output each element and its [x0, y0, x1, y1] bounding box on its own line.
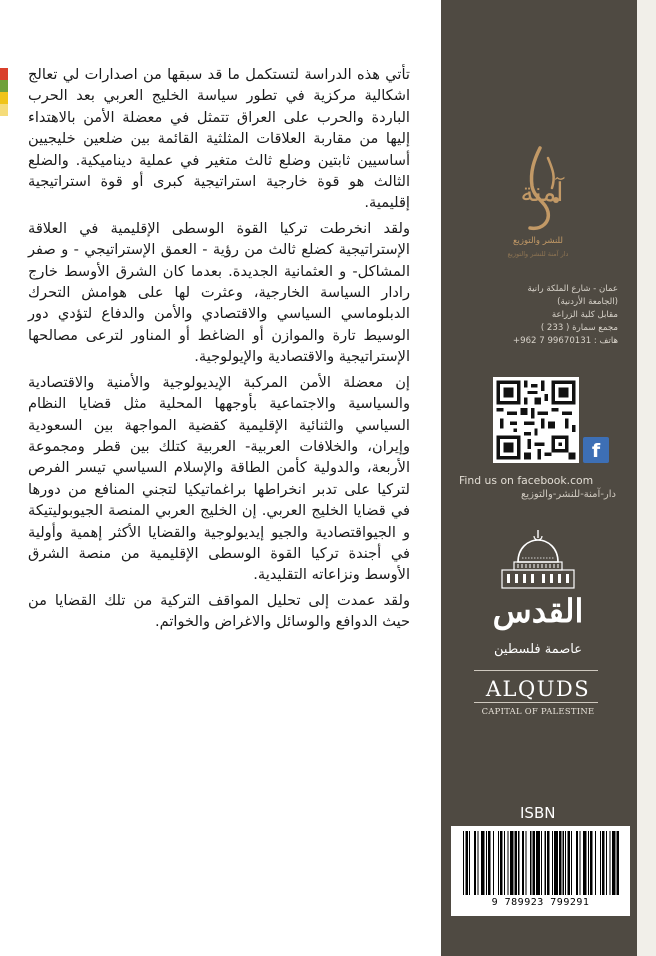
alquds-subtitle: CAPITAL OF PALESTINE [481, 706, 595, 716]
barcode-bar [518, 831, 519, 895]
blurb-paragraph: ولقد عمدت إلى تحليل المواقف التركية من تلك القضايا من حيث الدوافع والوسائل والاغراض والخواتم. [28, 591, 410, 631]
address-line: هاتف : 99670131 7 962+ [512, 336, 618, 346]
barcode-bar [486, 831, 487, 895]
divider [474, 702, 598, 703]
barcode-bar [498, 831, 499, 895]
publisher-logo-tagline: للنشر والتوزيع [513, 236, 563, 246]
barcode-bar [609, 831, 610, 895]
barcode-box [451, 826, 630, 916]
barcode-bar [465, 831, 467, 895]
color-swatch-pale-yellow [0, 104, 8, 116]
address-line: مجمع سمارة ( 233 ) [540, 323, 618, 333]
color-swatch-red [0, 68, 8, 80]
barcode-bar [600, 831, 601, 895]
alquds-tagline: عاصمة فلسطين [494, 642, 582, 657]
barcode-bar [565, 831, 566, 895]
facebook-page-name: دار-آمنة-للنشر-والتوزيع [521, 489, 616, 500]
barcode-bar [474, 831, 476, 895]
barcode-bar [481, 831, 485, 895]
qr-code-icon [493, 377, 579, 463]
barcode-bar [559, 831, 561, 895]
blurb-paragraph: إن معضلة الأمن المركبة الإيديولوجية والأمنية والاقتصادية والسياسية والاجتماعية بأوجهها المحلية مثل قضايا النظام السياسي والثنائية الإقليمية كقضية المواجهة بين السعودية وإيران، والخلافات العربية- العربية كتلك بين قطر ومجموعة الأربعة، والدولية كأمن الطاقة والإسلام السياسي تيسر الفرص لتركيا على تدبر انخراطها براغماتيكيا لتجني المنافع من دورها في قضايا الخليج العربي. إن الخليج العربي المنصة الجيوبوليتيكة و الجيواقتصادية والجيو إيديولوجية والقضايا الأكثر إهمية وأولية في أجندة تركيا القوة الوسطى الإقليمية من منصة الشرق الأوسط ونزاعاته التقليدية. [28, 373, 410, 584]
barcode-bar [488, 831, 490, 895]
barcode-bar [545, 831, 546, 895]
barcode-bar [507, 831, 508, 895]
publisher-address [452, 283, 618, 348]
publisher-logo-subline: دار آمنة للنشر والتوزيع [507, 250, 569, 258]
barcode-bar [515, 831, 517, 895]
barcode-icon [461, 831, 621, 895]
blurb-paragraph: ولقد انخرطت تركيا القوة الوسطى الإقليمية في العلاقة الإستراتيجية كضلع ثالث من رؤية - العمق الإستراتيجي - و صفر المشاكل- و العثمانية الجديدة. بعدما كان الشرق الأوسط خارج رادار السياسة الخارجية، وعثرت لها على هوامش التحرك الدبلوماسي السياسي والاقتصادي والأمن والدفاع لتؤدي دور الوسيط تارة والموازن أو الضاغط أو المناور لترعى مصالحها الإستراتيجية والاقتصادية والإيولوجية. [28, 219, 410, 366]
barcode-bar [493, 831, 494, 895]
facebook-label: Find us on facebook.com [459, 474, 594, 487]
barcode-bar [576, 831, 578, 895]
barcode-bar [595, 831, 596, 895]
barcode-bar [463, 831, 464, 895]
barcode-bar [552, 831, 553, 895]
barcode-bar [500, 831, 502, 895]
barcode-bar [583, 831, 587, 895]
publisher-logo-name: آمنة [520, 178, 564, 208]
barcode-bar [533, 831, 535, 895]
barcode-bar [536, 831, 540, 895]
barcode-bar [525, 831, 526, 895]
blurb-paragraph: تأتي هذه الدراسة لتستكمل ما قد سبقها من اصدارات لي تعالج اشكالية مركزية في تطور سياسة الخليج العربي بعد الحرب الباردة والحرب على العراق تتمثل في معضلة الأمن بالاهتداء إليها من مقاربة العلاقات المثلثية القائمة بين ضلعين خليجيين أساسيين ثابتين وضلع ثالث متغير في عملية ديناميكية. والضلع الثالث هو قوة خارجية استراتيجية كبرى أو قوة استراتيجية إقليمية. [28, 66, 410, 212]
address-line: عمان - شارع الملكة رانية [527, 284, 618, 294]
barcode-bar [563, 831, 564, 895]
barcode-bar [579, 831, 580, 895]
barcode-bar [590, 831, 592, 895]
barcode-bar [504, 831, 505, 895]
barcode-bar [547, 831, 549, 895]
color-swatch-yellow [0, 92, 8, 104]
blurb-text [28, 64, 410, 864]
barcode-bar [541, 831, 542, 895]
barcode-bar [617, 831, 619, 895]
alquds-title: ALQUDS [485, 677, 591, 701]
barcode-bar [530, 831, 531, 895]
barcode-bar [606, 831, 607, 895]
barcode-bar [522, 831, 524, 895]
barcode-bar [554, 831, 558, 895]
divider [474, 670, 598, 671]
barcode-bar [477, 831, 478, 895]
cover-edge [637, 0, 656, 956]
barcode-bar [602, 831, 604, 895]
barcode-bar [567, 831, 569, 895]
address-line: مقابل كلية الزراعة [551, 310, 618, 320]
barcode-bar [510, 831, 514, 895]
barcode-bar [469, 831, 470, 895]
facebook-icon: f [583, 437, 609, 463]
isbn-label: ISBN [520, 804, 556, 822]
barcode-bar [588, 831, 589, 895]
address-line: (الجامعة الأردنية) [557, 297, 618, 307]
barcode-bar [612, 831, 616, 895]
alquds-calligraphy: القدس [492, 592, 584, 630]
color-swatch-green [0, 80, 8, 92]
barcode-bar [571, 831, 572, 895]
isbn-digits: 9 789923 799291 [491, 897, 590, 908]
